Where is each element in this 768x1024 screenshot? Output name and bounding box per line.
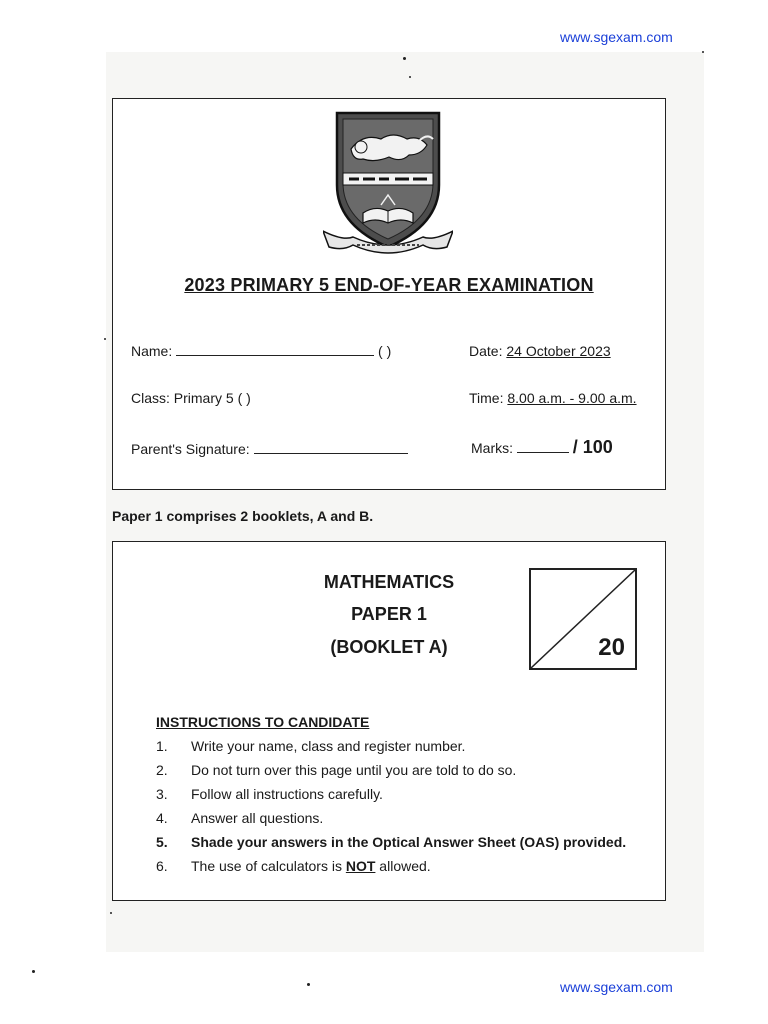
class-label: Class: Primary 5 ( ) xyxy=(131,390,251,406)
instructions-heading: INSTRUCTIONS TO CANDIDATE xyxy=(156,714,370,730)
booklet-title: (BOOKLET A) xyxy=(330,637,448,657)
not-emphasis: NOT xyxy=(345,858,376,874)
parent-signature-field[interactable] xyxy=(131,441,408,457)
time-field xyxy=(469,390,637,406)
marks-total: / 100 xyxy=(572,437,613,457)
time-value: 8.00 a.m. - 9.00 a.m. xyxy=(507,390,637,406)
instruction-item: 2. Do not turn over this page until you are told to do so. xyxy=(156,762,517,778)
date-label: Date: xyxy=(469,343,503,359)
instruction-item: 1. Write your name, class and register number. xyxy=(156,738,466,754)
score-max: 20 xyxy=(598,634,625,661)
instructions-list xyxy=(156,738,626,882)
marks-field xyxy=(471,437,613,458)
scan-speck xyxy=(702,51,704,53)
subject-title: MATHEMATICS xyxy=(323,572,455,592)
header-website-link[interactable]: www.sgexam.com xyxy=(560,29,673,45)
scan-speck xyxy=(110,912,112,914)
signature-label: Parent's Signature: xyxy=(131,441,250,457)
exam-title: 2023 PRIMARY 5 END-OF-YEAR EXAMINATION xyxy=(184,275,594,295)
booklet-box xyxy=(112,541,666,901)
cover-info-box xyxy=(112,98,666,490)
name-blank-line[interactable] xyxy=(176,355,374,356)
instruction-item: 6. The use of calculators is NOT allowed. xyxy=(156,858,431,874)
instruction-item: 5. Shade your answers in the Optical Answer Sheet (OAS) provided. xyxy=(156,834,627,850)
marks-blank-line[interactable] xyxy=(517,452,569,453)
school-crest-logo xyxy=(323,105,453,255)
instruction-item: 4. Answer all questions. xyxy=(156,810,324,826)
scan-speck xyxy=(104,338,106,340)
class-field[interactable] xyxy=(131,390,251,406)
paper-title: PAPER 1 xyxy=(351,604,427,624)
score-box xyxy=(529,568,637,670)
instruction-item: 3. Follow all instructions carefully. xyxy=(156,786,383,802)
scan-speck xyxy=(403,57,406,60)
register-number-paren: ( ) xyxy=(378,343,392,359)
signature-blank-line[interactable] xyxy=(254,453,408,454)
name-field[interactable] xyxy=(131,343,391,359)
name-label: Name: xyxy=(131,343,173,359)
scan-speck xyxy=(307,983,310,986)
footer-website-link[interactable]: www.sgexam.com xyxy=(560,979,673,995)
marks-label: Marks: xyxy=(471,440,513,456)
booklet-note: Paper 1 comprises 2 booklets, A and B. xyxy=(112,508,374,524)
date-field xyxy=(469,343,611,359)
date-value: 24 October 2023 xyxy=(506,343,611,359)
scan-speck xyxy=(409,76,411,78)
scan-speck xyxy=(32,970,35,973)
time-label: Time: xyxy=(469,390,504,406)
